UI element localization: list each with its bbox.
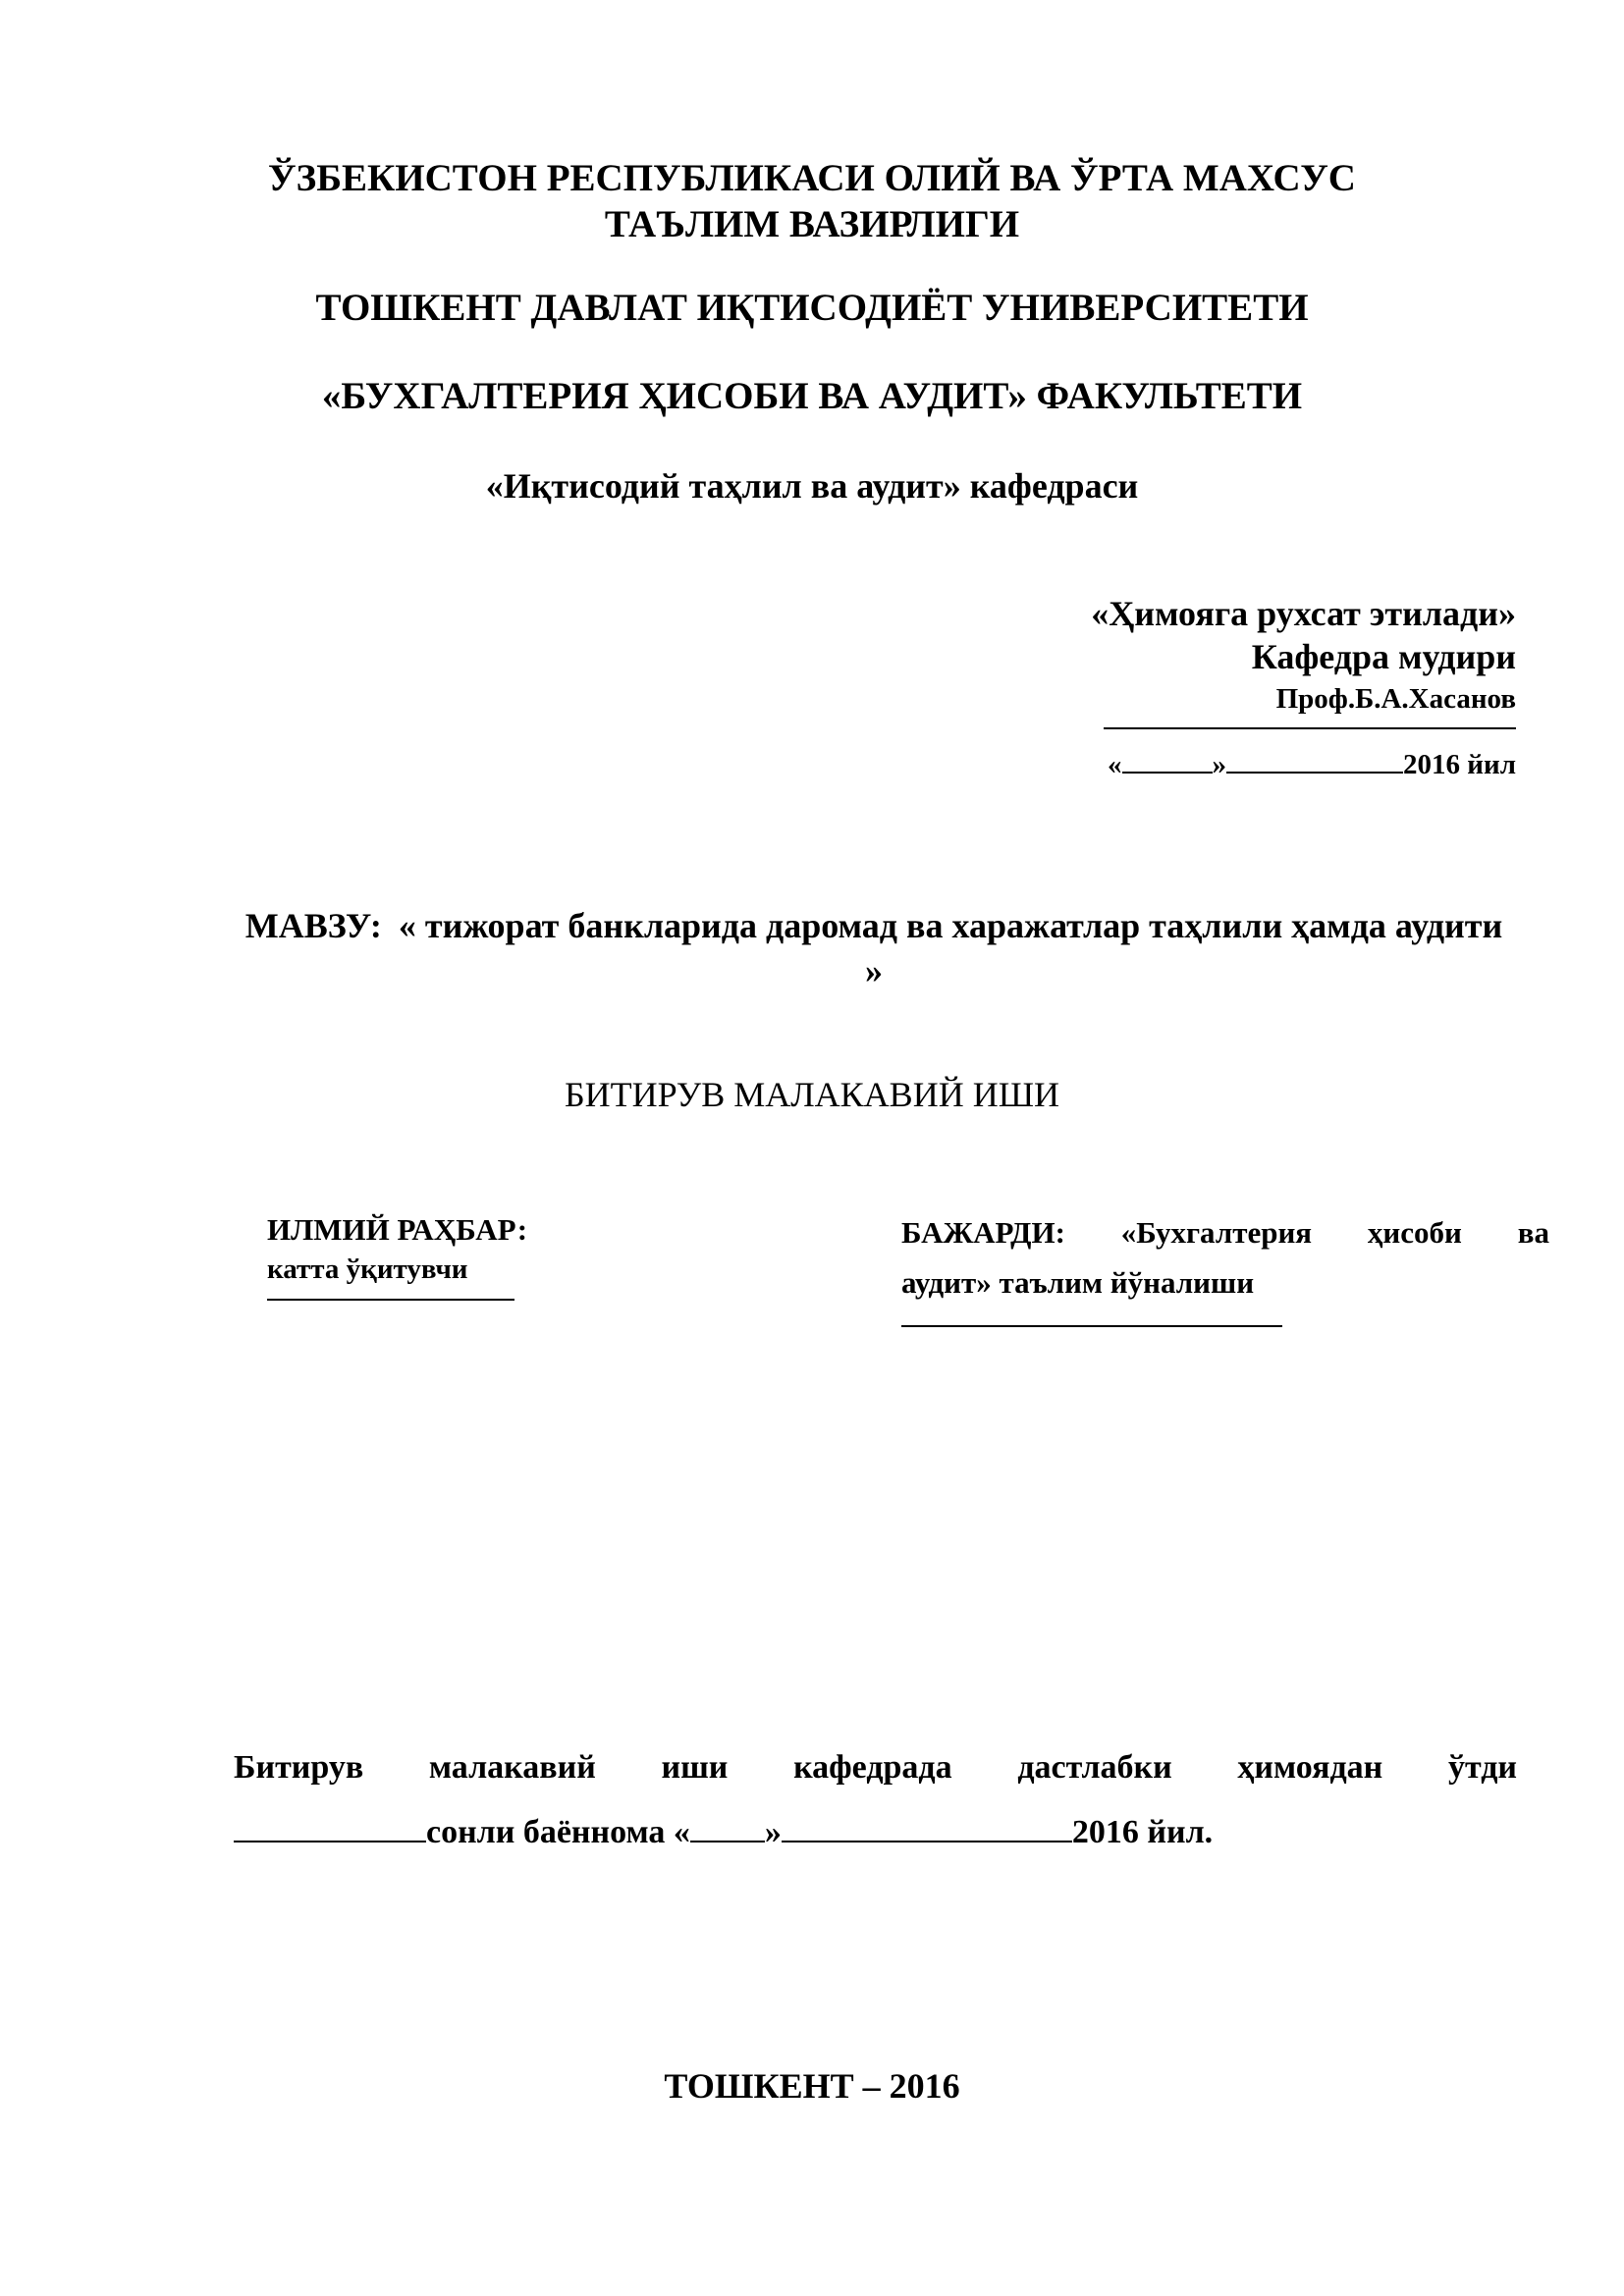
approval-block (927, 592, 1516, 782)
protocol-text: сонли баённома « (426, 1814, 690, 1850)
faculty-heading: «БУХГАЛТЕРИЯ ҲИСОБИ ВА АУДИТ» ФАКУЛЬТЕТИ (321, 375, 1303, 417)
supervisor-block (267, 1210, 758, 1301)
approval-date (927, 747, 1516, 782)
topic-label: МАВЗУ: (244, 906, 382, 945)
approval-day-blank (1122, 748, 1213, 774)
executor-text-2: аудит» таълим йўналиши (901, 1265, 1255, 1300)
protocol-number-blank (234, 1813, 426, 1842)
approval-month-blank (1226, 748, 1403, 774)
defense-block (234, 1735, 1517, 1865)
ministry-line-2: ТАЪЛИМ ВАЗИРЛИГИ (604, 203, 1020, 245)
department-heading: «Иқтисодий таҳлил ва аудит» кафедраси (485, 466, 1139, 506)
topic-block (236, 903, 1512, 993)
protocol-year: 2016 йил. (1071, 1814, 1214, 1850)
executor-signature-line (901, 1325, 1282, 1327)
executor-line-1 (901, 1207, 1549, 1257)
topic-text: « тижорат банкларида даромад ва харажатлар таҳлили ҳамда аудити » (398, 906, 1503, 990)
executor-block (901, 1207, 1549, 1327)
approval-date-open: « (1108, 749, 1122, 780)
supervisor-label: ИЛМИЙ РАҲБАР: (267, 1212, 528, 1247)
approval-position: Кафедра мудири (1251, 637, 1516, 676)
approval-date-mid: » (1212, 749, 1227, 780)
approval-name: Проф.Б.А.Хасанов (1275, 683, 1516, 715)
protocol-day-blank (690, 1813, 765, 1842)
approval-signature-line (1104, 727, 1516, 729)
defense-line-2 (234, 1800, 1517, 1865)
executor-label: БАЖАРДИ: (901, 1215, 1065, 1250)
work-type-title: БИТИРУВ МАЛАКАВИЙ ИШИ (564, 1075, 1060, 1114)
supervisor-signature-line (267, 1299, 514, 1301)
university-heading: ТОШКЕНТ ДАВЛАТ ИҚТИСОДИЁТ УНИВЕРСИТЕТИ (315, 287, 1309, 329)
approval-date-year: 2016 йил (1403, 749, 1516, 780)
ministry-line-1: ЎЗБЕКИСТОН РЕСПУБЛИКАСИ ОЛИЙ ВА ЎРТА МАХСУС (268, 157, 1356, 199)
protocol-month-blank (782, 1813, 1072, 1842)
executor-text-1: «Бухгалтерия ҳисоби ва (1120, 1215, 1549, 1250)
defense-line-1: Битирув малакавий иши кафедрада дастлабки ҳимоядан ўтди (234, 1749, 1517, 1786)
supervisor-title: катта ўқитувчи (267, 1254, 468, 1285)
ministry-heading (0, 155, 1624, 247)
protocol-mid: » (764, 1814, 782, 1850)
footer-city-year: ТОШКЕНТ – 2016 (664, 2066, 960, 2106)
approval-permission: «Ҳимояга рухсат этилади» (1091, 594, 1516, 633)
